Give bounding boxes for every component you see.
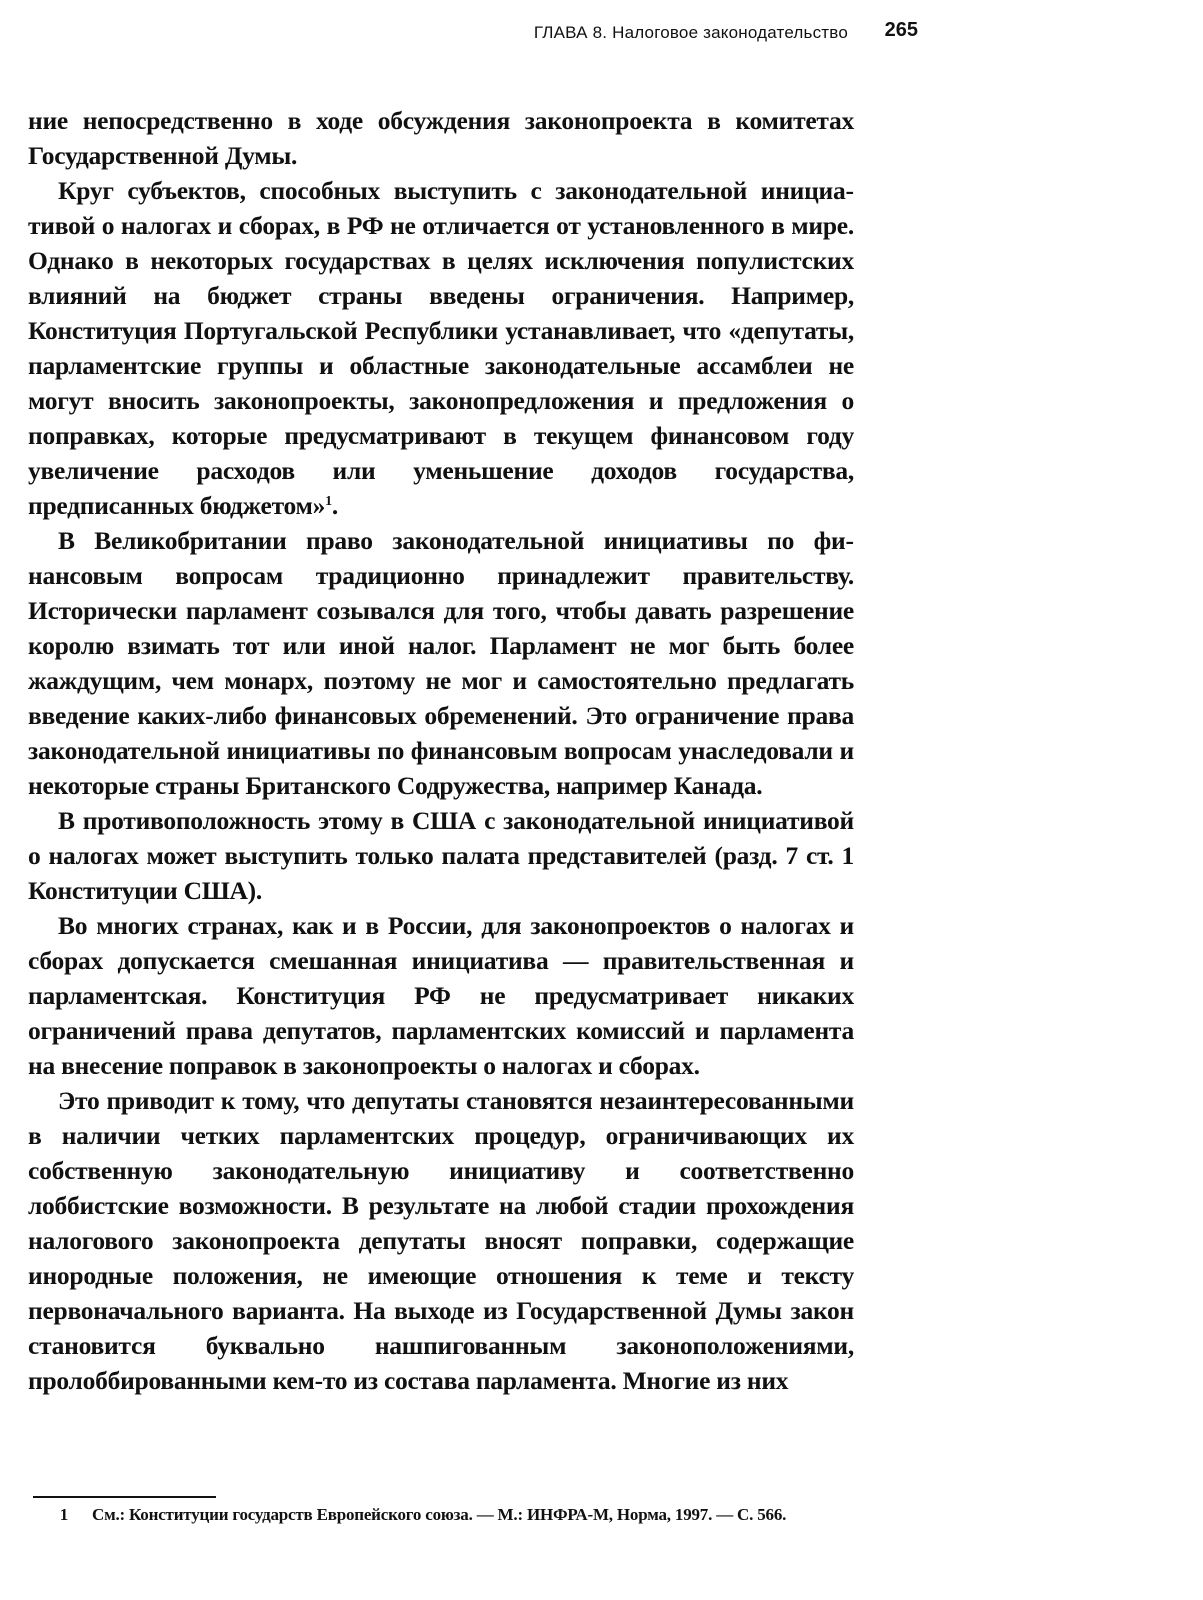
paragraph: ние непосредственно в ходе обсуждения законопроекта в комитетах Государственной Думы. — [28, 106, 854, 170]
footnote-text: См.: Конституции государств Европейского союза. — М.: ИНФРА-М, Норма, 1997. — С. 566. — [92, 1505, 787, 1524]
footnote — [28, 1502, 854, 1527]
paragraph: Во многих странах, как и в России, для законопроектов о налогах и сборах допускается смешанная инициатива — правительственная и парламентская. Конституция РФ не предусматривает никаких ограничений права депутатов, парламентских комиссий и парламента на внесение поправок в законопроекты о налогах и сборах. — [28, 911, 854, 1080]
footnote-mark: 1 — [59, 1505, 68, 1524]
paragraph: В противоположность этому в США с законодательной инициативой о налогах может выступить только палата представителей (разд. 7 ст. 1 Конституции США). — [28, 806, 854, 905]
footnote-reference[interactable]: 1 — [325, 494, 332, 509]
paragraph-tail: . — [331, 491, 339, 520]
paragraph-text: Круг субъектов, способных выступить с законодательной инициативой о налогах и сборах, в РФ не отличается от установленного в мире. Однако в некоторых государствах в целях исключения популистских влияний на бюджет страны введены ограничения. Например, Конституция Португальской Республики устанавливает, что «депутаты, парламентские группы и областные законодательные ассамблеи не могут вносить законопроекты, законопредложения и предложения о поправках, которые предусматривают в текущем финансовом году увеличение расходов или уменьшение доходов государства, предписанных бюджетом» — [28, 176, 854, 520]
body-text — [28, 103, 854, 1398]
paragraph — [28, 173, 854, 523]
page-number: 265 — [884, 19, 918, 41]
running-title: ГЛАВА 8. Налоговое законодательство — [533, 23, 848, 42]
paragraph: В Великобритании право законодательной инициативы по финансовым вопросам традиционно принадлежит правительству. Исторически парламент созывался для того, чтобы давать разрешение королю взимать тот или иной налог. Парламент не мог быть более жаждущим, чем монарх, поэтому не мог и самостоятельно предлагать введение каких-либо финансовых обременений. Это ограничение права законодательной инициативы по финансовым вопросам унаследовали и некоторые страны Британского Содружества, например Канада. — [28, 526, 854, 800]
footnote-divider — [33, 1496, 216, 1498]
running-header — [0, 19, 918, 49]
paragraph: Это приводит к тому, что депутаты становятся незаинтересованными в наличии четких парламентских процедур, ограничивающих их собственную законодательную инициативу и соответственно лоббистские возможности. В результате на любой стадии прохождения налогового законопроекта депутаты вносят поправки, содержащие инородные положения, не имеющие отношения к теме и тексту первоначального варианта. На выходе из Государственной Думы закон становится буквально нашпигованным законоположениями, пролоббированными кем-то из состава парламента. Многие из них — [28, 1086, 854, 1395]
